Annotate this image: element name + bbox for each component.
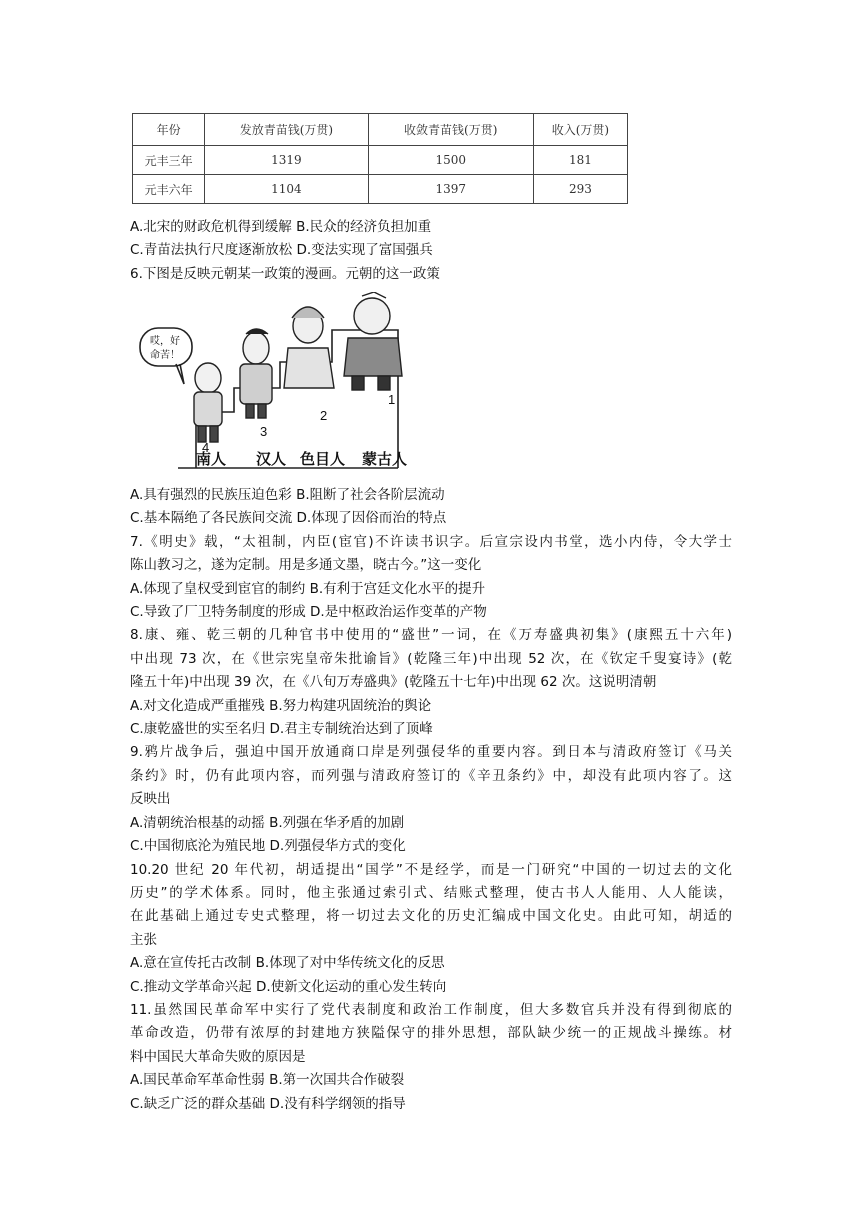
- option-line: A.对文化造成严重摧残 B.努力构建巩固统治的舆论: [130, 697, 432, 714]
- rank-number: 3: [260, 424, 268, 439]
- question-stem: 陈山教习之，遂为定制。用是多通文墨，晓古今。”这一变化: [130, 557, 482, 574]
- yuan-class-cartoon: [136, 292, 426, 476]
- option-line: C.中国彻底沦为殖民地 D.列强侵华方式的变化: [130, 838, 406, 855]
- figure-hanren: [240, 329, 272, 418]
- table-row: [133, 146, 628, 175]
- option-line: A.北宋的财政危机得到缓解 B.民众的经济负担加重: [130, 219, 432, 235]
- question-stem: 历史”的学术体系。同时，他主张通过索引式、结账式整理，使古书人人能用、人人能读，: [130, 884, 732, 901]
- question-stem: 主张: [130, 931, 157, 948]
- table-cell: 1500: [368, 146, 533, 175]
- question-stem: 反映出: [130, 791, 171, 808]
- option-line: C.缺乏广泛的群众基础 D.没有科学纲领的指导: [130, 1095, 406, 1112]
- speech-text: 命苦！: [150, 350, 180, 361]
- option-line: C.基本隔绝了各民族间交流 D.体现了因俗而治的特点: [130, 510, 447, 527]
- option-line: A.具有强烈的民族压迫色彩 B.阻断了社会各阶层流动: [130, 487, 445, 503]
- option-line: A.体现了皇权受到宦官的制约 B.有利于宫廷文化水平的提升: [130, 580, 486, 597]
- table-cell: 293: [533, 175, 627, 204]
- question-stem: 11.虽然国民革命军中实行了党代表制度和政治工作制度，但大多数官兵并没有得到彻底的: [130, 1001, 732, 1018]
- table-cell: 1397: [368, 175, 533, 204]
- table-cell: 181: [533, 146, 627, 175]
- class-label: 汉人: [256, 451, 287, 468]
- option-line: C.推动文学革命兴起 D.使新文化运动的重心发生转向: [130, 978, 447, 995]
- figure-mongol: [344, 292, 402, 390]
- qingmiao-table: [132, 113, 628, 204]
- question-stem: 10.20 世纪 20 年代初，胡适提出“国学”不是经学，而是一门研究“中国的一切过去的文化: [130, 861, 732, 878]
- option-line: A.意在宣传托古改制 B.体现了对中华传统文化的反思: [130, 955, 445, 972]
- table-header-cell: 收敛青苗钱(万贯): [368, 114, 533, 146]
- question-stem: 条约》时，仍有此项内容，而列强与清政府签订的《辛丑条约》中，却没有此项内容了。这: [130, 767, 732, 784]
- figure-semuren: [284, 307, 334, 388]
- class-label: 蒙古人: [362, 451, 408, 468]
- question-stem: 8.康、雍、乾三朝的几种官书中使用的“盛世”一词，在《万寿盛典初集》(康熙五十六年): [130, 627, 732, 644]
- question-stem: 革命改造，仍带有浓厚的封建地方狭隘保守的排外思想，部队缺少统一的正规战斗操练。材: [130, 1025, 732, 1042]
- table-cell: 元丰六年: [133, 175, 205, 204]
- class-label: 南人: [196, 451, 227, 468]
- table-header-cell: 年份: [133, 114, 205, 146]
- question-stem: 6.下图是反映元朝某一政策的漫画。元朝的这一政策: [130, 265, 440, 282]
- question-stem: 在此基础上通过专史式整理，将一切过去文化的历史汇编成中国文化史。由此可知，胡适的: [130, 908, 732, 925]
- option-line: C.康乾盛世的实至名归 D.君主专制统治达到了顶峰: [130, 721, 433, 738]
- speech-text: 哎，好: [150, 336, 180, 347]
- questions-block: [130, 484, 732, 1116]
- table-row: [133, 175, 628, 204]
- question-stem: 隆五十年)中出现 39 次，在《八旬万寿盛典》(乾隆五十七年)中出现 62 次。这说明清朝: [130, 674, 657, 691]
- question-stem: 料中国民大革命失败的原因是: [130, 1048, 306, 1065]
- question-stem: 中出现 73 次，在《世宗宪皇帝朱批谕旨》(乾隆三年)中出现 52 次，在《钦定千叟宴诗》(乾: [130, 650, 732, 667]
- rank-number: 2: [320, 408, 328, 423]
- table-header-row: [133, 114, 628, 146]
- table-cell: 元丰三年: [133, 146, 205, 175]
- rank-number: 1: [388, 392, 396, 407]
- question-stem: 9.鸦片战争后，强迫中国开放通商口岸是列强侵华的重要内容。到日本与清政府签订《马关: [130, 744, 732, 761]
- option-line: C.导致了厂卫特务制度的形成 D.是中枢政治运作变革的产物: [130, 604, 487, 621]
- option-line: A.国民革命军革命性弱 B.第一次国共合作破裂: [130, 1072, 405, 1089]
- option-line: A.清朝统治根基的动摇 B.列强在华矛盾的加剧: [130, 814, 405, 831]
- table-header-cell: 收入(万贯): [533, 114, 627, 146]
- table-cell: 1319: [205, 146, 368, 175]
- question-stem: 7.《明史》载，“太祖制，内臣(宦官)不许读书识字。后宣宗设内书堂，选小内侍，令大学士: [130, 533, 732, 550]
- rank-number: 4: [202, 440, 210, 455]
- class-label: 色目人: [300, 451, 346, 468]
- question-5-options: [130, 216, 732, 286]
- figure-nanren: [194, 363, 222, 442]
- option-line: C.青苗法执行尺度逐渐放松 D.变法实现了富国强兵: [130, 242, 433, 259]
- table-cell: 1104: [205, 175, 368, 204]
- table-header-cell: 发放青苗钱(万贯): [205, 114, 368, 146]
